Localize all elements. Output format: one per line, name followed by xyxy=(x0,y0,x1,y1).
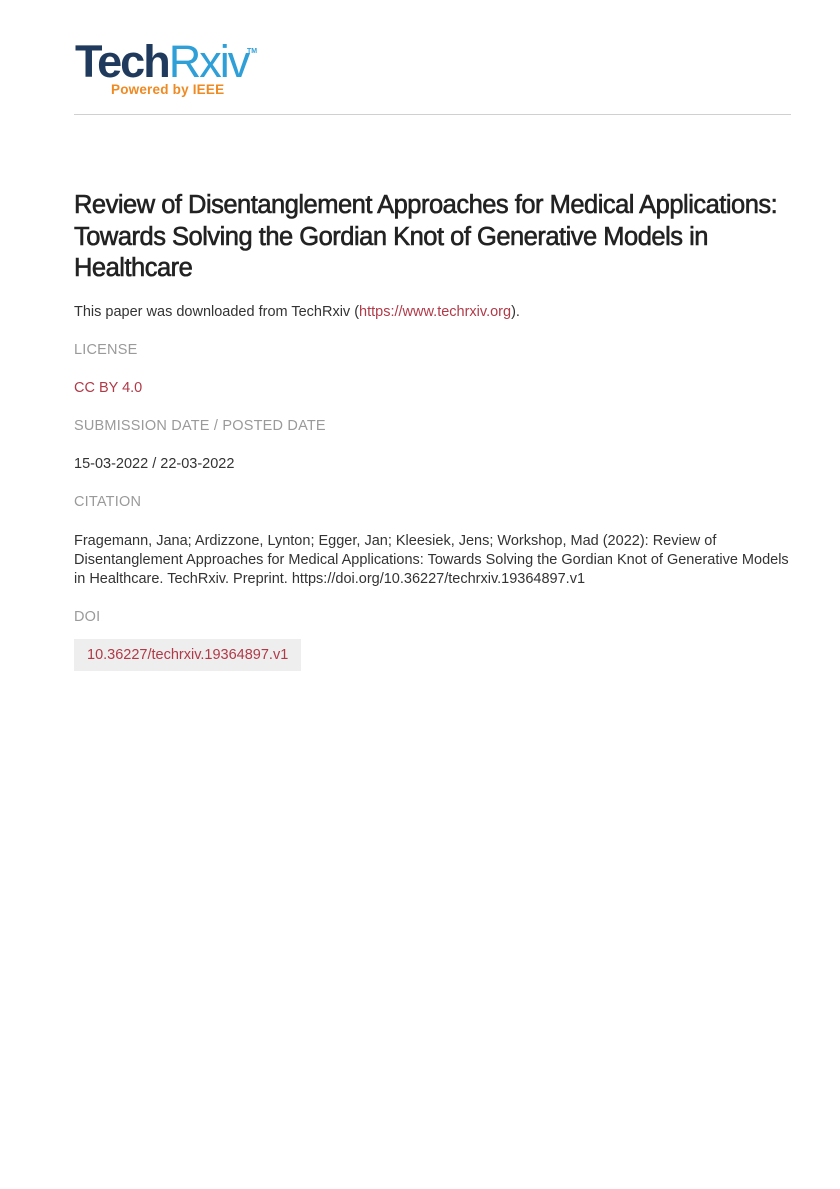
techrxiv-logo[interactable] xyxy=(75,38,265,100)
logo-trademark: TM xyxy=(247,48,258,55)
dates-value: 15-03-2022 / 22-03-2022 xyxy=(74,456,235,472)
license-link[interactable]: CC BY 4.0 xyxy=(74,380,143,396)
doi-link[interactable]: 10.36227/techrxiv.19364897.v1 xyxy=(87,647,289,663)
logo-rxiv-text: Rxiv xyxy=(168,36,249,87)
header-divider xyxy=(74,114,791,115)
download-notice xyxy=(74,303,520,321)
license-label: LICENSE xyxy=(74,342,138,358)
download-notice-suffix: ). xyxy=(511,304,520,320)
techrxiv-link[interactable]: https://www.techrxiv.org xyxy=(359,304,512,320)
doi-box xyxy=(74,639,301,671)
logo-powered-by: Powered by IEEE xyxy=(111,82,225,97)
dates-label: SUBMISSION DATE / POSTED DATE xyxy=(74,418,326,434)
paper-title: Review of Disentanglement Approaches for Medical Applications: Towards Solving the Gordian Knot of Generative Models in Healthcare xyxy=(74,191,778,282)
citation-text: Fragemann, Jana; Ardizzone, Lynton; Egger, Jan; Kleesiek, Jens; Workshop, Mad (2022): Review of Disentanglement Approaches for Medical Applications: Towards Solving the Gordian Knot of Generative Models in Healthcare. TechRxiv. Preprint. https://doi.org/10.36227/techrxiv.19364897.v1 xyxy=(74,533,789,587)
doi-label: DOI xyxy=(74,609,101,625)
license-value xyxy=(74,379,142,397)
citation-label: CITATION xyxy=(74,494,142,510)
download-notice-prefix: This paper was downloaded from TechRxiv ( xyxy=(74,304,360,320)
logo-wordmark xyxy=(75,38,248,86)
logo-tech-text: Tech xyxy=(75,36,169,87)
